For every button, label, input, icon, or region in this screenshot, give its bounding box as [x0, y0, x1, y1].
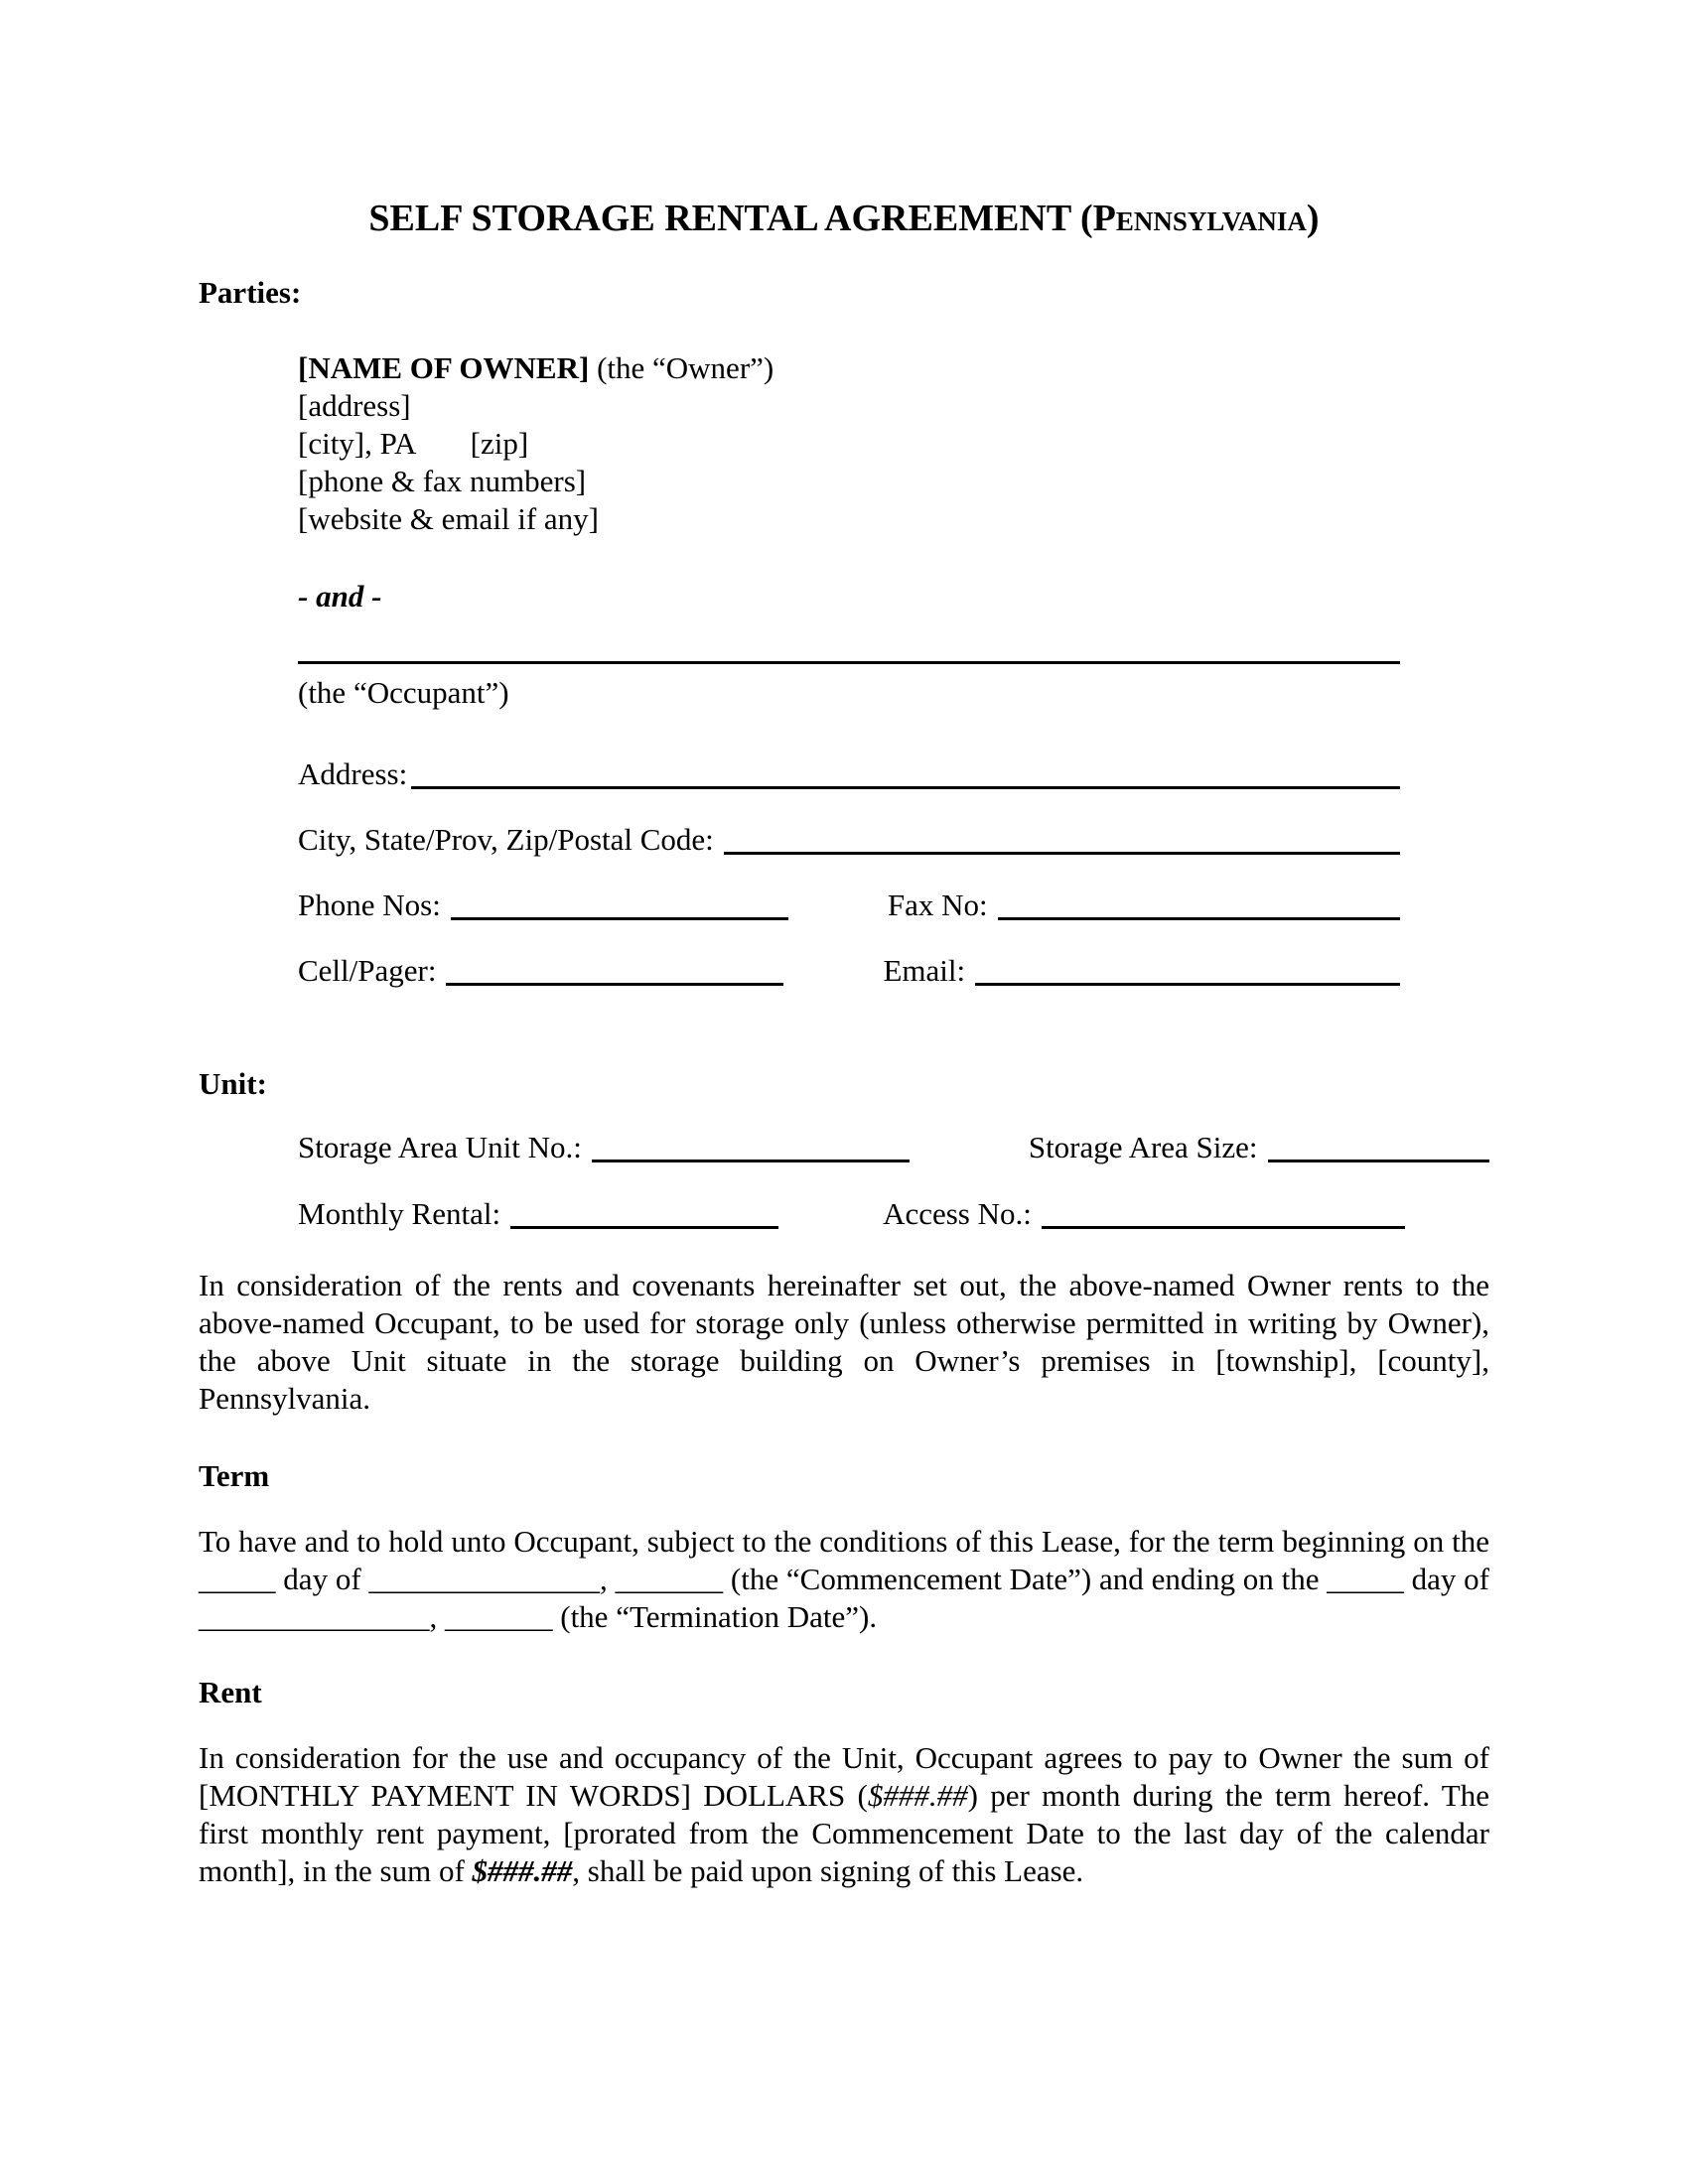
address-label: Address: — [298, 756, 408, 791]
city-state-zip-label: City, State/Prov, Zip/Postal Code: — [298, 822, 714, 857]
city-state-zip-blank-line — [724, 821, 1400, 855]
term-heading: Term — [199, 1458, 270, 1493]
storage-unit-no-blank-line — [592, 1129, 910, 1162]
email-label: Email: — [883, 953, 966, 988]
rent-heading: Rent — [199, 1675, 262, 1709]
parties-heading: Parties: — [199, 275, 302, 310]
owner-website-email-line: [website & email if any] — [298, 501, 600, 536]
storage-area-size-label: Storage Area Size: — [1028, 1130, 1258, 1164]
unit-number-size-row — [298, 1129, 1489, 1166]
occupant-name-row — [298, 661, 1400, 668]
owner-block — [298, 349, 1489, 538]
owner-name-line: [NAME OF OWNER] (the “Owner”) — [298, 350, 774, 385]
rent-paragraph: In consideration for the use and occupancy of the Unit, Occupant agrees to pay to Owner the sum of [MONTHLY PAYMENT IN WORDS] DOLLARS ($###.##) per month during the term hereof. The first monthly rent payment, [prorated from the Commencement Date to the last day of the calendar month], in the sum of $###.##, shall be paid upon signing of this Lease. — [199, 1740, 1489, 1888]
document-title: SELF STORAGE RENTAL AGREEMENT (Pennsylvania) — [368, 198, 1320, 239]
unit-heading: Unit: — [199, 1066, 267, 1101]
owner-phone-fax-line: [phone & fax numbers] — [298, 464, 587, 498]
occupant-name-blank-line — [298, 661, 1400, 664]
monthly-rental-blank-line — [510, 1195, 778, 1229]
occupant-caption: (the “Occupant”) — [298, 675, 509, 710]
cell-pager-label: Cell/Pager: — [298, 953, 437, 988]
and-separator: - and - — [298, 579, 382, 614]
email-blank-line — [975, 952, 1400, 986]
address-blank-line — [411, 755, 1400, 789]
storage-area-size-blank-line — [1268, 1129, 1489, 1162]
access-no-blank-line — [1042, 1195, 1405, 1229]
fax-label: Fax No: — [887, 887, 988, 922]
cell-pager-blank-line — [446, 952, 783, 986]
fax-blank-line — [998, 887, 1400, 920]
monthly-rental-label: Monthly Rental: — [298, 1196, 501, 1231]
grant-paragraph: In consideration of the rents and covenants hereinafter set out, the above-named Owner rents to the above-named Occupant, to be used for storage only (unless otherwise permitted in writing by Owner), the above Unit situate in the storage building on Owner’s premises in [township], [county], Pennsylvania. — [199, 1268, 1489, 1416]
occupant-phone-fax-row — [298, 887, 1400, 924]
phone-label: Phone Nos: — [298, 887, 441, 922]
access-no-label: Access No.: — [883, 1196, 1032, 1231]
occupant-address-row — [298, 755, 1400, 793]
phone-blank-line — [451, 887, 788, 920]
storage-unit-no-label: Storage Area Unit No.: — [298, 1130, 582, 1164]
term-paragraph: To have and to hold unto Occupant, subject to the conditions of this Lease, for the term beginning on the _____ day of _______________, _______ (the “Commencement Date”) and ending on the _____ day of _______________, _______ (the “Termination Date”). — [199, 1524, 1489, 1634]
occupant-city-row — [298, 821, 1400, 859]
owner-city-zip-line: [city], PA [zip] — [298, 426, 529, 461]
owner-address-line: [address] — [298, 388, 411, 423]
occupant-cell-email-row — [298, 952, 1400, 990]
unit-rental-access-row — [298, 1195, 1405, 1233]
